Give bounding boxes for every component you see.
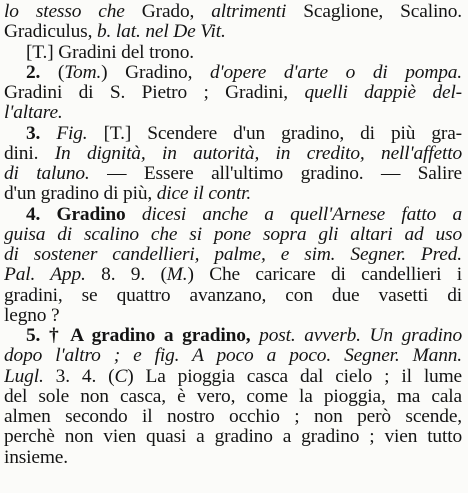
text-line-13 — [4, 245, 462, 265]
text-run: Grado, — [124, 2, 212, 22]
text-run: quelli dappiè del- — [304, 83, 462, 103]
text-run: l'altare. — [4, 102, 63, 124]
text-line-17 — [4, 326, 462, 346]
text-line-10 — [4, 184, 462, 204]
text-run: M. — [166, 265, 188, 286]
text-run: — Essere all'ultimo gradino. — Salire — [89, 164, 462, 184]
text-line-22 — [4, 427, 462, 447]
text-run: ( — [57, 62, 65, 83]
text-run: b. lat. — [96, 21, 141, 43]
text-run: 3. 4. ( — [43, 366, 115, 387]
text-run: Gradini di S. Pietro ; Gradini, — [4, 83, 305, 103]
text-run: insieme. — [4, 446, 68, 468]
text-line-8 — [4, 144, 462, 164]
text-line-16 — [4, 306, 462, 326]
text-run: ) Che caricare di candellieri i — [187, 265, 462, 286]
text-run: Tom. — [64, 62, 102, 83]
text-line-9 — [4, 164, 462, 184]
text-line-19 — [4, 367, 462, 387]
text-run: ) Gradino, — [101, 62, 210, 83]
text-run: [T.] Scendere d'un gradino, di più gra- — [87, 123, 462, 144]
text-run: d'un gradino di più, — [4, 183, 157, 205]
text-run: dini. — [4, 143, 55, 164]
text-run: C — [114, 366, 128, 387]
text-run: In dignità, in autorità, in credito, nell'affetto — [54, 143, 462, 164]
text-run: guisa di scalino che si pone sopra gli altari ad uso — [4, 224, 462, 245]
text-line-18 — [4, 346, 462, 366]
text-line-1 — [4, 2, 462, 22]
text-run: di taluno. — [4, 164, 90, 184]
text-line-5 — [4, 83, 462, 103]
text-run: dopo l'altro ; e fig. A poco a poco. Segner. Mann. — [4, 346, 462, 367]
text-run: nel De Vit. — [145, 21, 226, 43]
text-run: 8. 9. ( — [85, 265, 167, 286]
text-run: 5. † A gradino a gradino, — [26, 326, 260, 346]
text-line-3 — [4, 43, 462, 63]
text-line-21 — [4, 407, 462, 427]
text-run: Lugl. — [4, 366, 44, 387]
text-line-6 — [4, 103, 462, 123]
text-run: Pal. App. — [4, 265, 86, 286]
text-line-23 — [4, 448, 462, 468]
text-run: del sole non casca, è vero, come la pioggia, ma cala — [4, 386, 462, 407]
text-run: 3. — [26, 123, 57, 144]
text-run: Fig. — [56, 123, 88, 144]
text-line-11 — [4, 205, 462, 225]
text-run: 4. Gradino — [26, 204, 142, 225]
text-run: altrimenti — [211, 2, 287, 22]
text-run: almen secondo il nostro occhio ; non però scende, — [4, 407, 462, 427]
text-line-15 — [4, 286, 462, 306]
text-line-14 — [4, 265, 462, 285]
text-run: post. avverb. Un gradino — [259, 326, 462, 346]
text-run: Scaglione, Scalino. — [286, 2, 462, 22]
text-run: gradini, se quattro avanzano, con due vasetti di — [4, 285, 462, 306]
text-run: d'opere d'arte o di pompa. — [209, 62, 462, 83]
text-run: ) La pioggia casca dal cielo ; il lume — [127, 366, 462, 387]
text-run: 2. — [26, 62, 58, 83]
text-run: lo stesso che — [4, 2, 125, 22]
text-run: Gradiculus, — [4, 21, 97, 43]
text-run: perchè non vien quasi a gradino a gradino ; vien tutto — [4, 427, 462, 448]
text-run: di sostener candellieri, palme, e sim. Segner. Pred. — [4, 245, 462, 265]
text-line-12 — [4, 225, 462, 245]
text-line-2 — [4, 22, 462, 42]
text-run: dicesi anche a quell'Arnese fatto a — [141, 204, 462, 225]
text-run: dice il contr. — [156, 183, 252, 205]
text-line-4 — [4, 63, 462, 83]
text-run: [T.] Gradini del trono. — [26, 41, 194, 63]
text-line-20 — [4, 387, 462, 407]
text-line-7 — [4, 124, 462, 144]
text-run: legno ? — [4, 304, 60, 326]
